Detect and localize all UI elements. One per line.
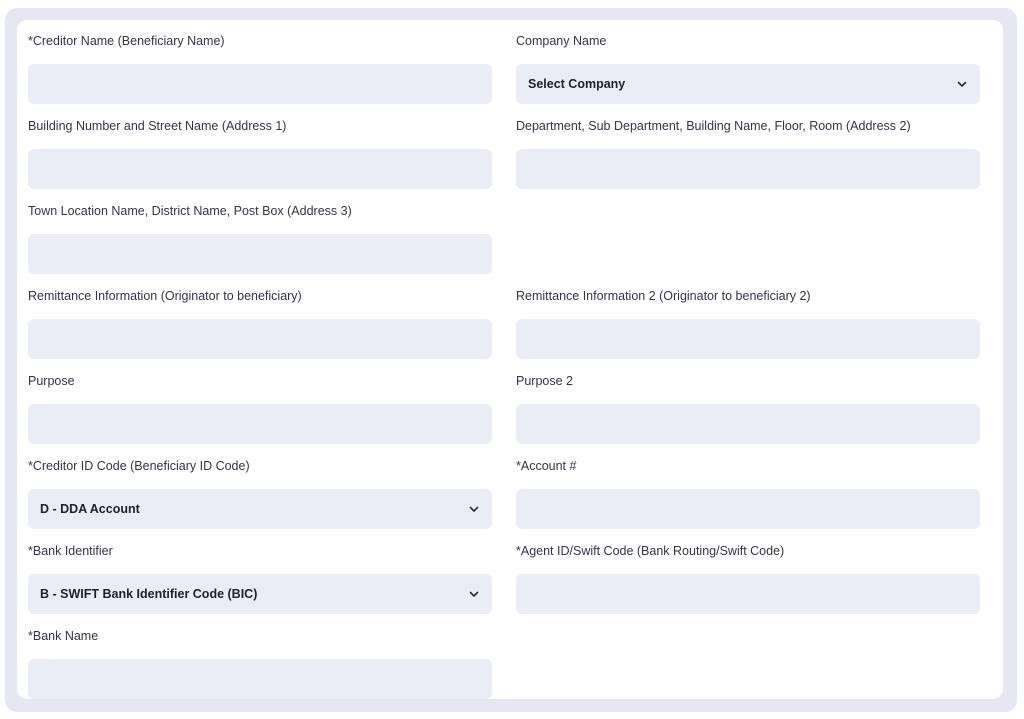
- creditor-id-code-label: *Creditor ID Code (Beneficiary ID Code): [28, 459, 250, 473]
- bank-identifier-group: [28, 542, 492, 614]
- address3-input[interactable]: [28, 234, 492, 274]
- creditor-id-code-group: [28, 457, 492, 529]
- purpose2-label: Purpose 2: [516, 374, 573, 388]
- company-name-select[interactable]: [516, 64, 980, 104]
- account-group: [516, 457, 980, 529]
- remittance1-group: [28, 287, 492, 359]
- creditor-name-group: [28, 32, 492, 104]
- bank-identifier-label: *Bank Identifier: [28, 544, 113, 558]
- agent-id-input[interactable]: [516, 574, 980, 614]
- bank-name-label: *Bank Name: [28, 629, 99, 643]
- creditor-name-input[interactable]: [28, 64, 492, 104]
- purpose-group: [28, 372, 492, 444]
- purpose2-input[interactable]: [516, 404, 980, 444]
- address1-label: Building Number and Street Name (Address 1): [28, 119, 287, 133]
- remittance1-label: Remittance Information (Originator to beneficiary): [28, 289, 302, 303]
- bank-identifier-selected: B - SWIFT Bank Identifier Code (BIC): [40, 587, 258, 601]
- address2-input[interactable]: [516, 149, 980, 189]
- company-name-label: Company Name: [516, 34, 607, 48]
- address2-group: [516, 117, 980, 189]
- remittance1-input[interactable]: [28, 319, 492, 359]
- creditor-id-code-selected: D - DDA Account: [40, 502, 140, 516]
- creditor-id-code-select[interactable]: [28, 489, 492, 529]
- address2-label: Department, Sub Department, Building Name, Floor, Room (Address 2): [516, 119, 911, 133]
- chevron-down-icon: [468, 503, 480, 515]
- purpose-input[interactable]: [28, 404, 492, 444]
- chevron-down-icon: [468, 588, 480, 600]
- account-label: *Account #: [516, 459, 577, 473]
- company-name-group: [516, 32, 980, 104]
- agent-id-label: *Agent ID/Swift Code (Bank Routing/Swift Code): [516, 544, 785, 558]
- account-input[interactable]: [516, 489, 980, 529]
- company-name-selected: Select Company: [528, 77, 626, 91]
- address3-group: [28, 202, 492, 274]
- address1-group: [28, 117, 492, 189]
- purpose2-group: [516, 372, 980, 444]
- remittance2-label: Remittance Information 2 (Originator to beneficiary 2): [516, 289, 811, 303]
- agent-id-group: [516, 542, 980, 614]
- creditor-name-label: *Creditor Name (Beneficiary Name): [28, 34, 225, 48]
- remittance2-group: [516, 287, 980, 359]
- address1-input[interactable]: [28, 149, 492, 189]
- address3-label: Town Location Name, District Name, Post Box (Address 3): [28, 204, 352, 218]
- bank-name-group: [28, 627, 492, 699]
- bank-name-input[interactable]: [28, 659, 492, 699]
- chevron-down-icon: [956, 78, 968, 90]
- purpose-label: Purpose: [28, 374, 75, 388]
- remittance2-input[interactable]: [516, 319, 980, 359]
- bank-identifier-select[interactable]: [28, 574, 492, 614]
